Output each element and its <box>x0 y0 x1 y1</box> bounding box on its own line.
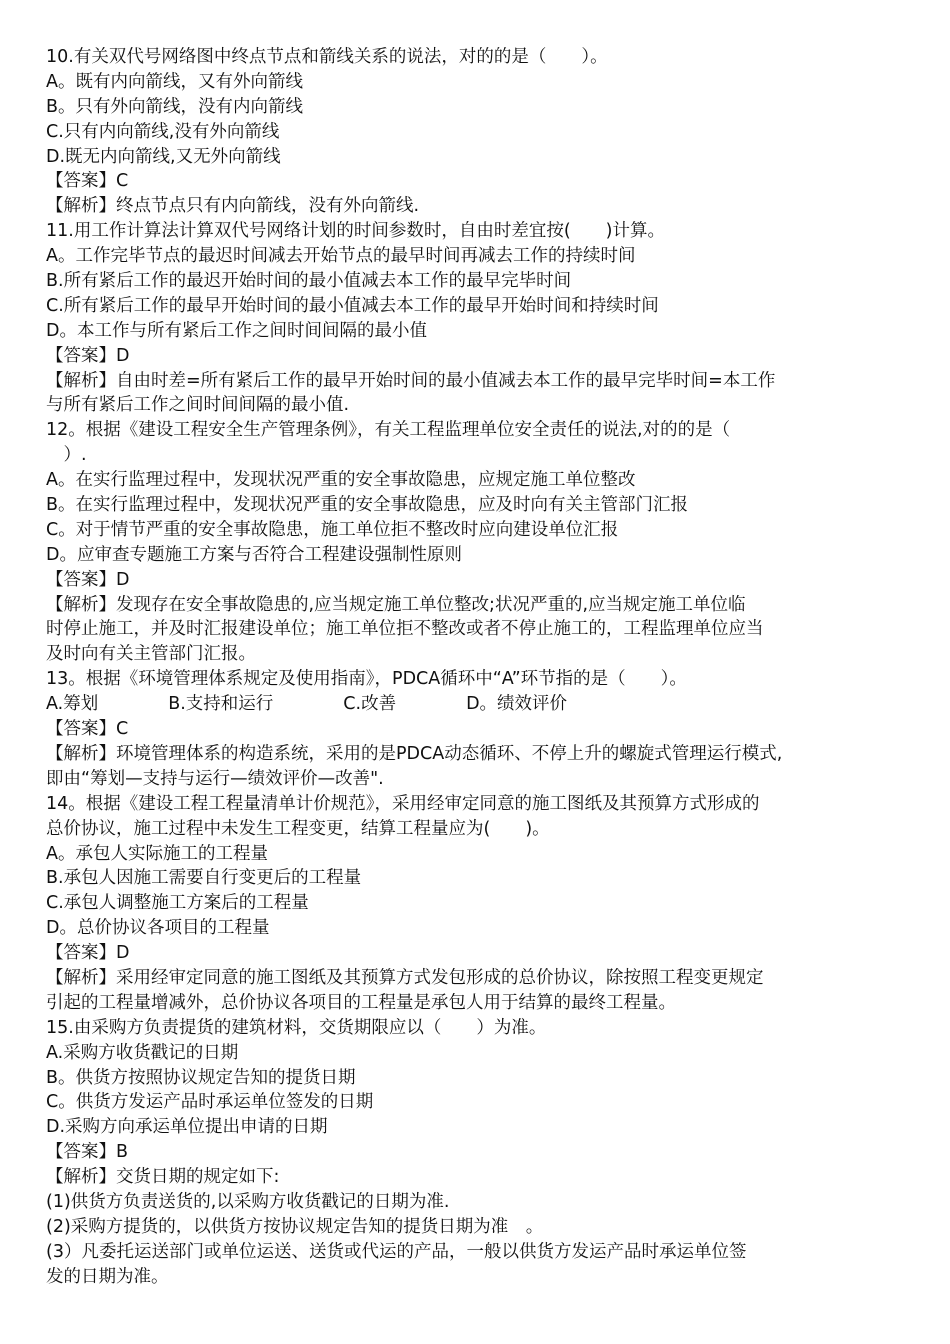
text-line: 【解析】交货日期的规定如下: <box>46 1167 280 1188</box>
text-line: 与所有紧后工作之间时间间隔的最小值. <box>46 395 350 416</box>
text-line: 12。根据《建设工程安全生产管理条例》，有关工程监理单位安全责任的说法,对的的是（ <box>46 420 731 441</box>
text-line: C。供货方发运产品时承运单位签发的日期 <box>46 1092 374 1113</box>
text-line: B.承包人因施工需要自行变更后的工程量 <box>46 868 362 889</box>
text-line: 【答案】C <box>46 171 129 192</box>
document-body <box>46 45 916 1290</box>
text-line: 【答案】B <box>46 1142 129 1163</box>
text-line: 即由“筹划—支持与运行—绩效评价—改善". <box>46 768 384 789</box>
text-line: 【答案】D <box>46 943 130 964</box>
text-line: (1)供货方负责送货的,以采购方收货戳记的日期为准. <box>46 1191 450 1212</box>
text-line: ）. <box>46 445 87 466</box>
text-line: 【答案】D <box>46 569 130 590</box>
text-line: 【答案】D <box>46 345 130 366</box>
text-line: A。在实行监理过程中，发现状况严重的安全事故隐患，应规定施工单位整改 <box>46 470 636 491</box>
text-line: 【答案】C <box>46 719 129 740</box>
text-line: A。既有内向箭线，又有外向箭线 <box>46 71 303 92</box>
text-line: B.所有紧后工作的最迟开始时间的最小值减去本工作的最早完毕时间 <box>46 271 572 292</box>
text-line: D。总价协议各项目的工程量 <box>46 918 270 939</box>
text-line: A.采购方收货戳记的日期 <box>46 1042 239 1063</box>
text-line: 时停止施工，并及时汇报建设单位；施工单位拒不整改或者不停止施工的，工程监理单位应当 <box>46 619 764 640</box>
text-line: 【解析】采用经审定同意的施工图纸及其预算方式发包形成的总价协议，除按照工程变更规定 <box>46 967 764 988</box>
text-line: 及时向有关主管部门汇报。 <box>46 644 256 665</box>
text-line: C.只有内向箭线,没有外向箭线 <box>46 121 280 142</box>
text-line: B。供货方按照协议规定告知的提货日期 <box>46 1067 356 1088</box>
text-line: 【解析】终点节点只有内向箭线，没有外向箭线. <box>46 196 420 217</box>
text-line: A。承包人实际施工的工程量 <box>46 843 268 864</box>
text-line: C.所有紧后工作的最早开始时间的最小值减去本工作的最早开始时间和持续时间 <box>46 295 659 316</box>
text-line: 【解析】发现存在安全事故隐患的,应当规定施工单位整改;状况严重的,应当规定施工单位临 <box>46 594 746 615</box>
text-line: B。在实行监理过程中，发现状况严重的安全事故隐患，应及时向有关主管部门汇报 <box>46 495 689 516</box>
text-line: (3）凡委托运送部门或单位运送、送货或代运的产品，一般以供货方发运产品时承运单位签 <box>46 1241 747 1262</box>
text-line: B。只有外向箭线，没有内向箭线 <box>46 96 304 117</box>
text-line: 引起的工程量增减外，总价协议各项目的工程量是承包人用于结算的最终工程量。 <box>46 992 676 1013</box>
text-line: 13。根据《环境管理体系规定及使用指南》，PDCA循环中“A”环节指的是（ ）。 <box>46 669 687 690</box>
text-line: D.采购方向承运单位提出申请的日期 <box>46 1117 328 1138</box>
text-line: 15.由采购方负责提货的建筑材料，交货期限应以（ ）为准。 <box>46 1017 547 1038</box>
text-line: (2)采购方提货的，以供货方按协议规定告知的提货日期为准 。 <box>46 1216 544 1237</box>
text-line: 【解析】自由时差=所有紧后工作的最早开始时间的最小值减去本工作的最早完毕时间=本工作 <box>46 370 776 391</box>
text-line: D.既无内向箭线,又无外向箭线 <box>46 146 281 167</box>
text-line: C。对于情节严重的安全事故隐患，施工单位拒不整改时应向建设单位汇报 <box>46 519 619 540</box>
text-line: 10.有关双代号网络图中终点节点和箭线关系的说法，对的的是（ ）。 <box>46 47 608 67</box>
text-line: A.筹划 B.支持和运行 C.改善 D。绩效评价 <box>46 694 568 715</box>
text-line: 14。根据《建设工程工程量清单计价规范》，采用经审定同意的施工图纸及其预算方式形成的 <box>46 793 760 814</box>
text-line: D。本工作与所有紧后工作之间时间间隔的最小值 <box>46 320 427 341</box>
text-line: 11.用工作计算法计算双代号网络计划的时间参数时，自由时差宜按( )计算。 <box>46 221 665 242</box>
text-line: D。应审查专题施工方案与否符合工程建设强制性原则 <box>46 544 462 565</box>
text-line: A。工作完毕节点的最迟时间减去开始节点的最早时间再减去工作的持续时间 <box>46 246 636 267</box>
text-line: 总价协议，施工过程中未发生工程变更，结算工程量应为( )。 <box>46 818 550 839</box>
text-line: 【解析】环境管理体系的构造系统，采用的是PDCA动态循环、不停上升的螺旋式管理运行模式, <box>46 743 783 764</box>
text-line: 发的日期为准。 <box>46 1266 169 1287</box>
text-line: C.承包人调整施工方案后的工程量 <box>46 893 309 914</box>
